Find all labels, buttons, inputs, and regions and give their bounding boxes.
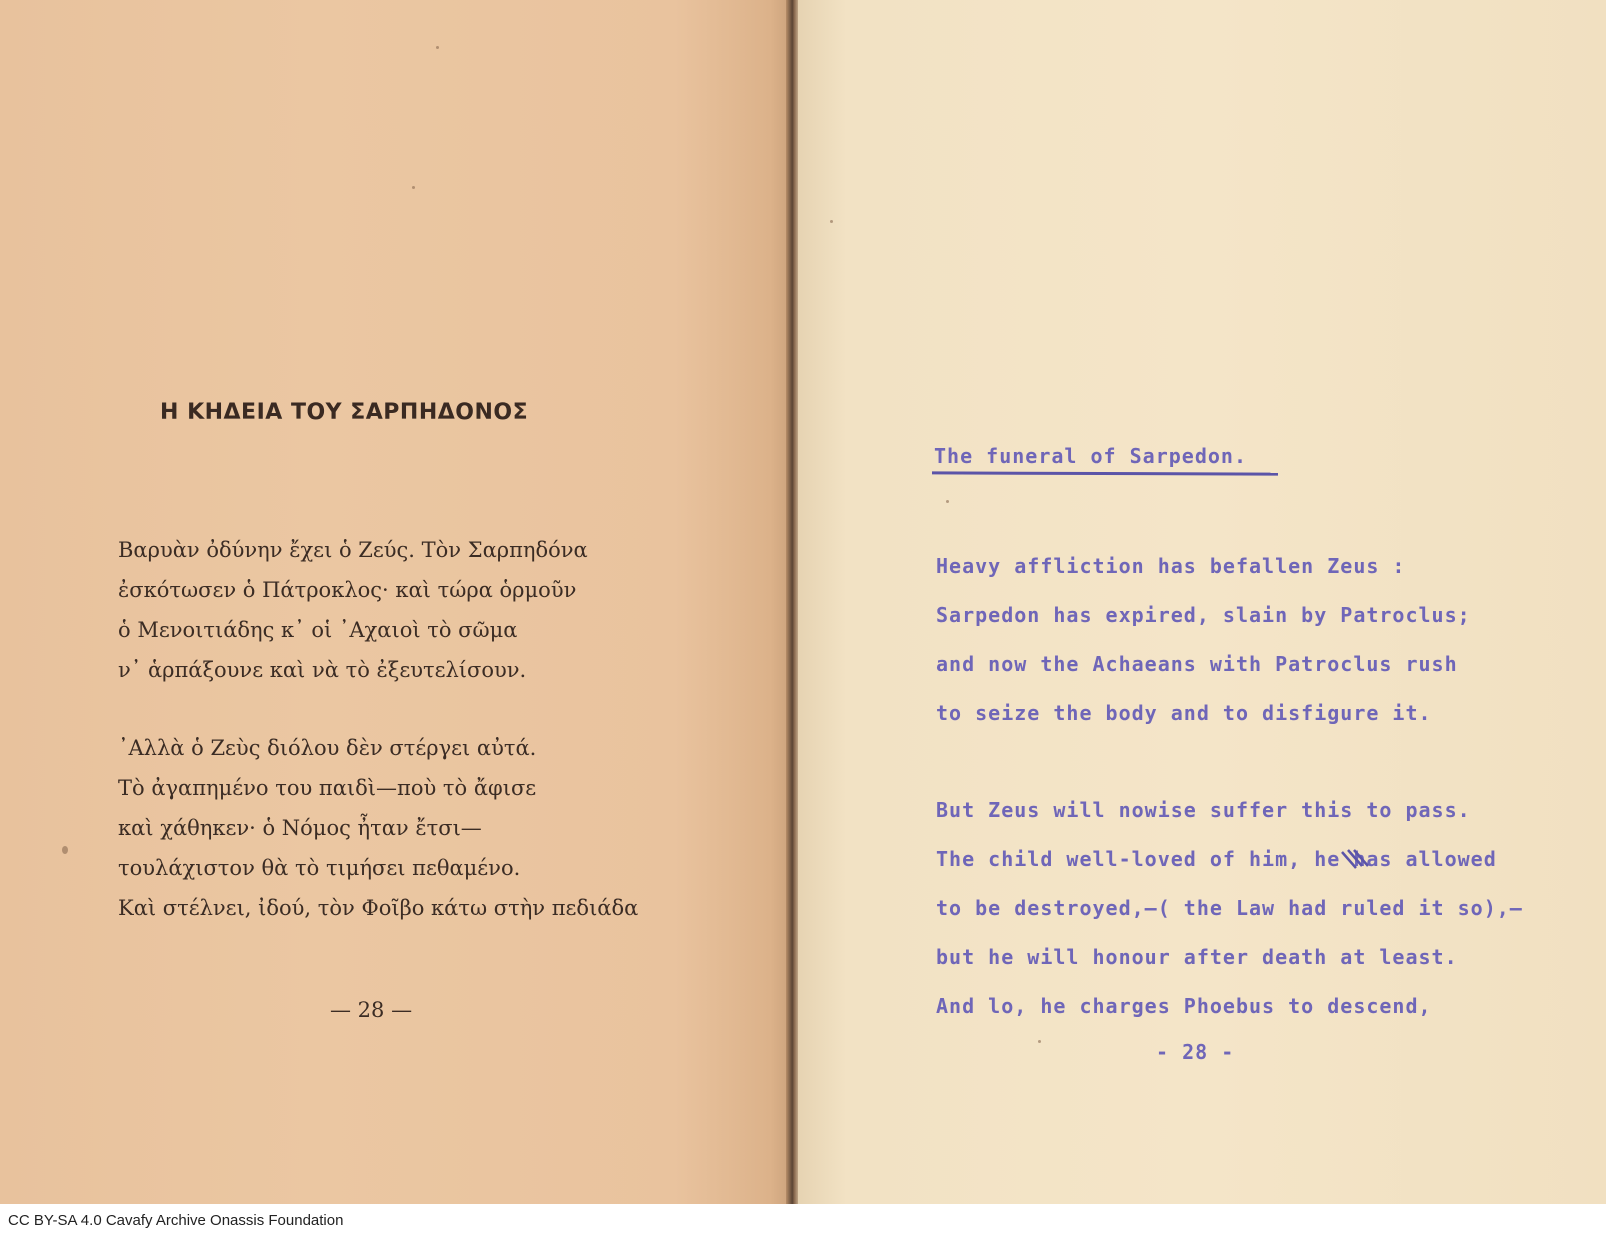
greek-poem-title: Η ΚΗΔΕΙΑ ΤΟΥ ΣΑΡΠΗΔΟΝΟΣ	[160, 400, 529, 425]
paper-speck	[946, 500, 949, 503]
greek-stanza-1	[118, 530, 588, 690]
english-line: to seize the body and to disfigure it.	[936, 701, 1432, 725]
english-stanza-1	[936, 542, 1471, 738]
greek-line: Βαρυὰν ὀδύνην ἔχει ὁ Ζεύς. Τὸν Σαρπηδόνα	[118, 538, 588, 562]
english-line: But Zeus will nowise suffer this to pass.	[936, 798, 1471, 822]
greek-stanza-2	[118, 728, 638, 928]
english-line: to be destroyed,—( the Law had ruled it so),—	[936, 896, 1523, 920]
greek-line: Καὶ στέλνει, ἰδού, τὸν Φοῖβο κάτω στὴν πεδιάδα	[118, 896, 639, 920]
english-line: And lo, he charges Phoebus to descend,	[936, 994, 1432, 1018]
greek-line: καὶ χάθηκεν· ὁ Νόμος ἦταν ἔτσι—	[118, 816, 482, 840]
english-line: but he will honour after death at least.	[936, 945, 1458, 969]
paper-speck	[62, 846, 68, 854]
greek-line: τουλάχιστον θὰ τὸ τιμήσει πεθαμένο.	[118, 856, 521, 880]
paper-speck	[412, 186, 415, 189]
english-stanza-2	[936, 786, 1523, 1031]
greek-line: Τὸ ἀγαπημένο του παιδὶ—ποὺ τὸ ἄφισε	[118, 776, 537, 800]
license-credit: CC BY-SA 4.0 Cavafy Archive Onassis Foundation	[8, 1212, 344, 1229]
paper-speck	[436, 46, 439, 49]
english-line: Sarpedon has expired, slain by Patroclus;	[936, 603, 1471, 627]
greek-line: ἐσκότωσεν ὁ Πάτροκλος· καὶ τώρα ὁρμοῦν	[118, 578, 577, 602]
english-line: Heavy affliction has befallen Zeus :	[936, 554, 1406, 578]
paper-speck	[1038, 1040, 1041, 1043]
left-page-greek	[0, 0, 794, 1204]
greek-page-number: — 28 —	[330, 998, 413, 1022]
english-poem-title: The funeral of Sarpedon.	[934, 444, 1247, 468]
paper-speck	[830, 220, 833, 223]
greek-line: ν᾽ ἁρπάξουνε καὶ νὰ τὸ ἐξευτελίσουν.	[118, 658, 527, 682]
english-line: The child well-loved of him, he has allowed	[936, 847, 1497, 871]
greek-line: ᾽Αλλὰ ὁ Ζεὺς διόλου δὲν στέργει αὐτά.	[118, 736, 537, 760]
greek-line: ὁ Μενοιτιάδης κ᾽ οἱ ᾽Αχαιοὶ τὸ σῶμα	[118, 618, 518, 642]
english-page-number: - 28 -	[1156, 1040, 1235, 1064]
strikeout-mark	[1340, 848, 1370, 872]
english-line: and now the Achaeans with Patroclus rush	[936, 652, 1458, 676]
footer-bar	[0, 1204, 1606, 1239]
